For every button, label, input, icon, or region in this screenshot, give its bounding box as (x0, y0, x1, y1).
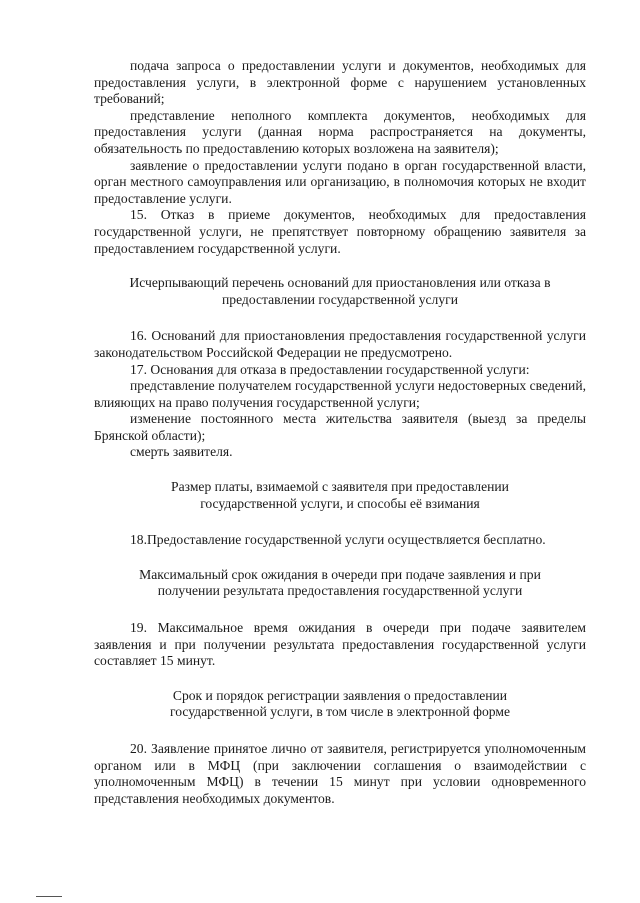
paragraph-16: 16. Оснований для приостановления предоставления государственной услуги законодательством Российской Федерации не предусмотрено. (94, 328, 586, 360)
footnote-separator (36, 896, 62, 897)
paragraph-19: 19. Максимальное время ожидания в очереди при подаче заявителем заявления и при получении результата предоставления государственной услуги составляет 15 минут. (94, 620, 586, 669)
heading-fee: Размер платы, взимаемой с заявителя при предоставлении государственной услуги, и способы её взимания (171, 479, 509, 511)
paragraph-refusal-death: смерть заявителя. (130, 444, 233, 460)
heading-queue-time: Максимальный срок ожидания в очереди при подаче заявления и при получении результата предоставления государственной услуги (139, 566, 541, 599)
paragraph-refusal-false-info: представление получателем государственной услуги недостоверных сведений, влияющих на право получения государственной услуги; (94, 378, 586, 410)
heading-grounds-suspension-refusal: Исчерпывающий перечень оснований для приостановления или отказа в предоставлении государственной услуги (129, 275, 551, 307)
heading-registration: Срок и порядок регистрации заявления о предоставлении государственной услуги, в том числе в электронной форме (169, 687, 510, 720)
paragraph-refusal-relocation: изменение постоянного места жительства заявителя (выезд за пределы Брянской области); (94, 411, 586, 443)
paragraph-rejection-electronic: подача запроса о предоставлении услуги и документов, необходимых для предоставления услуги, в электронной форме с нарушением установленных требований; (94, 58, 586, 107)
paragraph-rejection-incomplete: представление неполного комплекта документов, необходимых для предоставления услуги (данная норма распространяется на документы, обязательность по предоставлению которых возложена на заявителя); (94, 107, 586, 156)
document-page (94, 58, 586, 807)
paragraph-20: 20. Заявление принятое лично от заявителя, регистрируется уполномоченным органом или в МФЦ (при заключении соглашения о взаимодействии с уполномоченным МФЦ) в течении 15 минут при условии одновременного представления необходимых документов. (94, 741, 586, 806)
paragraph-17: 17. Основания для отказа в предоставлении государственной услуги: (130, 361, 530, 377)
paragraph-rejection-wrong-authority: заявление о предоставлении услуги подано в орган государственной власти, орган местного самоуправления или организацию, в полномочия которых не входит предоставление услуги. (94, 157, 586, 206)
paragraph-15: 15. Отказ в приеме документов, необходимых для предоставления государственной услуги, не препятствует повторному обращению заявителя за предоставлением государственной услуги. (94, 207, 586, 256)
paragraph-18: 18.Предоставление государственной услуги осуществляется бесплатно. (130, 532, 546, 548)
